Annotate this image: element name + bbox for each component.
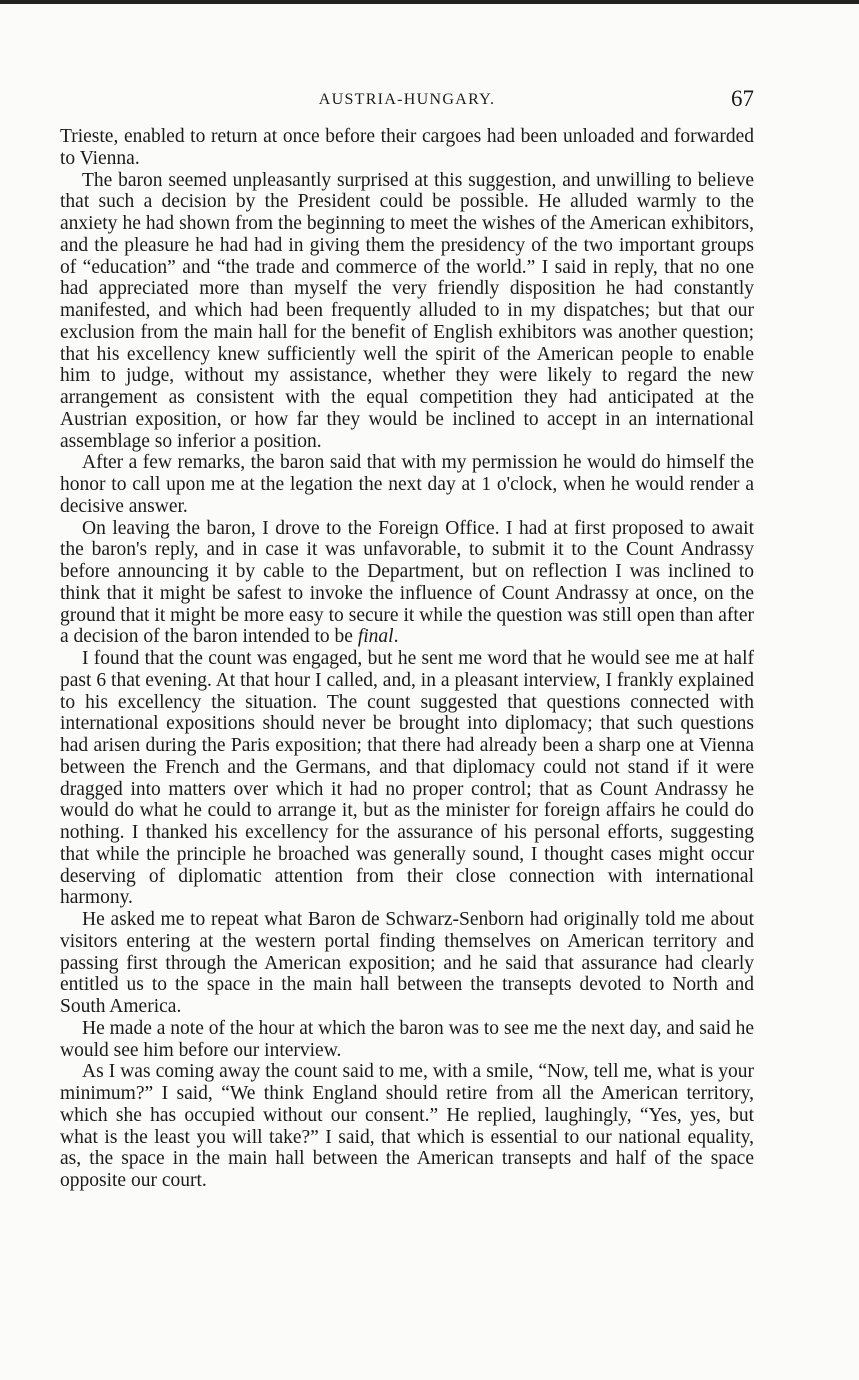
running-head [60,88,754,120]
paragraph-3: After a few remarks, the baron said that with my permission he would do himself the honor to call upon me at the legation the next day at 1 o'clock, when he would render a decisive answer. [60,452,754,517]
page-top-rule [0,0,859,4]
paragraph-4 [60,518,754,649]
paragraph-4-text: On leaving the baron, I drove to the Foreign Office. I had at first proposed to await the baron's reply, and in case it was unfavorable, to submit it to the Count Andrassy before announcing it by cable to the Department, but on reflection I was inclined to think that it might be safest to invoke the influence of Count Andrassy at once, on the ground that it might be more easy to secure it while the question was still open than after a decision of the baron intended to be [60,517,754,648]
paragraph-2: The baron seemed unpleasantly surprised at this suggestion, and unwilling to believe that such a decision by the President could be possible. He alluded warmly to the anxiety he had shown from the beginning to meet the wishes of the American exhibitors, and the pleasure he had had in giving them the presidency of the two important groups of “education” and “the trade and commerce of the world.” I said in reply, that no one had appreciated more than myself the very friendly disposition he had constantly manifested, and which had been frequently alluded to in my dispatches; but that our exclusion from the main hall for the benefit of English exhibitors was another question; that his excellency knew sufficiently well the spirit of the American people to enable him to judge, without my assistance, whether they were likely to regard the new arrangement as consistent with the equal competition they had anticipated at the Austrian exposition, or how far they would be inclined to accept in an international assemblage so inferior a position. [60,169,754,452]
page-number: 67 [731,86,754,111]
running-head-title: AUSTRIA-HUNGARY. [318,91,496,108]
paragraph-8: As I was coming away the count said to me, with a smile, “Now, tell me, what is your minimum?” I said, “We think England should retire from all the American territory, which she has occupied without our consent.” He replied, laughingly, “Yes, yes, but what is the least you will take?” I said, that which is essential to our national equality, as, the space in the main hall between the American transepts and half of the space opposite our court. [60,1061,754,1191]
book-page [60,88,754,1192]
emphasized-word: final [357,626,394,648]
body-text [60,126,754,1192]
paragraph-7: He made a note of the hour at which the baron was to see me the next day, and said he would see him before our interview. [60,1017,754,1061]
paragraph-1: Trieste, enabled to return at once before their cargoes had been unloaded and forwarded to Vienna. [60,126,754,169]
paragraph-6: He asked me to repeat what Baron de Schwarz-Senborn had originally told me about visitors entering at the western portal finding themselves on American territory and passing first through the American exposition; and he said that assurance had clearly entitled us to the space in the main hall between the transepts devoted to North and South America. [60,909,754,1017]
paragraph-4-tail: . [393,626,399,648]
paragraph-5: I found that the count was engaged, but he sent me word that he would see me at half past 6 that evening. At that hour I called, and, in a pleasant interview, I frankly explained to his excellency the situation. The count suggested that questions connected with international expositions should never be brought into diplomacy; that such questions had arisen during the Paris exposition; that there had already been a sharp one at Vienna between the French and the Germans, and that diplomacy could not stand if it were dragged into matters over which it had no proper control; that as Count Andrassy he would do what he could to arrange it, but as the minister for foreign affairs he could do nothing. I thanked his excellency for the assurance of his personal efforts, suggesting that while the principle he broached was generally sound, I thought cases might occur deserving of diplomatic attention from their close connection with international harmony. [60,648,754,909]
